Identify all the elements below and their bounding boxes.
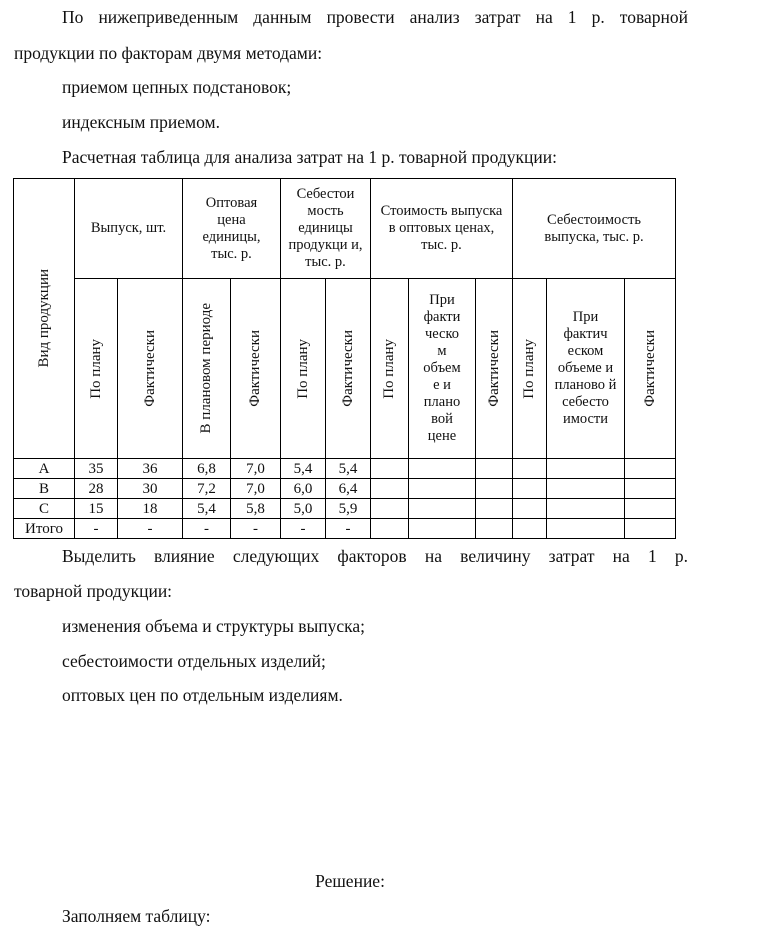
table-cell: - bbox=[281, 519, 326, 539]
costout-fact-header: Фактически bbox=[625, 279, 676, 459]
unit-cost-header: Себестои мость единицы продукци и, тыс. р. bbox=[281, 179, 371, 279]
table-cell bbox=[547, 519, 625, 539]
intro-line-2: продукции по факторам двумя методами: bbox=[14, 43, 323, 63]
table-cell bbox=[513, 459, 547, 479]
table-cell: 5,8 bbox=[231, 499, 281, 519]
row-product-name: Итого bbox=[14, 519, 75, 539]
table-cell: 5,4 bbox=[326, 459, 371, 479]
value-plan-header: По плану bbox=[371, 279, 409, 459]
table-cell: 6,4 bbox=[326, 479, 371, 499]
factor-volume-structure: изменения объема и структуры выпуска; bbox=[62, 616, 366, 636]
table-cell: - bbox=[118, 519, 183, 539]
output-plan-header: По плану bbox=[75, 279, 118, 459]
intro-line-1: По нижеприведенным данным провести анализ затрат на 1 р. товарной bbox=[62, 7, 688, 27]
cost-fact-header: Фактически bbox=[326, 279, 371, 459]
fill-table-text: Заполняем таблицу: bbox=[62, 906, 211, 926]
table-cell: 5,4 bbox=[183, 499, 231, 519]
price-plan-header: В плановом периоде bbox=[183, 279, 231, 459]
wholesale-value-header: Стоимость выпуска в оптовых ценах, тыс. р. bbox=[371, 179, 513, 279]
table-cell: 5,4 bbox=[281, 459, 326, 479]
table-cell bbox=[409, 459, 476, 479]
table-cell bbox=[547, 459, 625, 479]
table-cell bbox=[625, 459, 676, 479]
table-row bbox=[14, 499, 676, 519]
table-cell bbox=[371, 459, 409, 479]
costout-plan-header: По плану bbox=[513, 279, 547, 459]
table-cell bbox=[476, 499, 513, 519]
output-fact-header: Фактически bbox=[118, 279, 183, 459]
table-cell bbox=[547, 479, 625, 499]
table-cell bbox=[547, 499, 625, 519]
table-cell bbox=[409, 479, 476, 499]
row-product-name: A bbox=[14, 459, 75, 479]
table-cell bbox=[409, 499, 476, 519]
table-cell: 5,9 bbox=[326, 499, 371, 519]
factors-line-2: товарной продукции: bbox=[14, 581, 173, 601]
factor-unit-cost: себестоимости отдельных изделий; bbox=[62, 651, 326, 671]
table-row bbox=[14, 519, 676, 539]
table-cell: - bbox=[231, 519, 281, 539]
output-header: Выпуск, шт. bbox=[75, 179, 183, 279]
value-fact-header: Фактически bbox=[476, 279, 513, 459]
row-product-name: B bbox=[14, 479, 75, 499]
table-cell: 30 bbox=[118, 479, 183, 499]
table-row bbox=[14, 459, 676, 479]
row-product-name: C bbox=[14, 499, 75, 519]
table-cell bbox=[476, 479, 513, 499]
price-fact-header: Фактически bbox=[231, 279, 281, 459]
table-cell: 7,0 bbox=[231, 459, 281, 479]
factor-wholesale-prices: оптовых цен по отдельным изделиям. bbox=[62, 685, 343, 705]
table-cell: - bbox=[326, 519, 371, 539]
table-cell bbox=[476, 519, 513, 539]
table-cell: 7,2 bbox=[183, 479, 231, 499]
calculation-table bbox=[13, 178, 676, 539]
table-cell bbox=[371, 479, 409, 499]
table-row bbox=[14, 479, 676, 499]
factors-line-1: Выделить влияние следующих факторов на величину затрат на 1 р. bbox=[62, 546, 688, 566]
table-cell: 6,0 bbox=[281, 479, 326, 499]
solution-heading: Решение: bbox=[315, 871, 385, 891]
costout-mixed-header: При фактич еском объеме и планово й себесто имости bbox=[547, 279, 625, 459]
table-cell bbox=[625, 499, 676, 519]
table-cell bbox=[513, 499, 547, 519]
wholesale-price-header: Оптовая цена единицы, тыс. р. bbox=[183, 179, 281, 279]
table-cell bbox=[625, 519, 676, 539]
method-index: индексным приемом. bbox=[62, 112, 220, 132]
table-cell bbox=[371, 519, 409, 539]
table-caption: Расчетная таблица для анализа затрат на 1 р. товарной продукции: bbox=[62, 147, 558, 167]
value-mixed-header: При факти ческо м объем е и плано вой цене bbox=[409, 279, 476, 459]
table-cell bbox=[371, 499, 409, 519]
table-cell bbox=[476, 459, 513, 479]
table-cell: - bbox=[75, 519, 118, 539]
table-cell: 5,0 bbox=[281, 499, 326, 519]
cost-of-output-header: Себестоимость выпуска, тыс. р. bbox=[513, 179, 676, 279]
table-cell: - bbox=[183, 519, 231, 539]
table-cell: 36 bbox=[118, 459, 183, 479]
cost-plan-header: По плану bbox=[281, 279, 326, 459]
table-cell: 6,8 bbox=[183, 459, 231, 479]
table-cell bbox=[409, 519, 476, 539]
product-type-header: Вид продукции bbox=[14, 179, 75, 459]
table-cell: 15 bbox=[75, 499, 118, 519]
table-cell bbox=[513, 479, 547, 499]
table-cell bbox=[625, 479, 676, 499]
table-cell: 28 bbox=[75, 479, 118, 499]
table-cell: 35 bbox=[75, 459, 118, 479]
table-cell: 7,0 bbox=[231, 479, 281, 499]
table-cell: 18 bbox=[118, 499, 183, 519]
method-chain-substitution: приемом цепных подстановок; bbox=[62, 77, 292, 97]
table-cell bbox=[513, 519, 547, 539]
